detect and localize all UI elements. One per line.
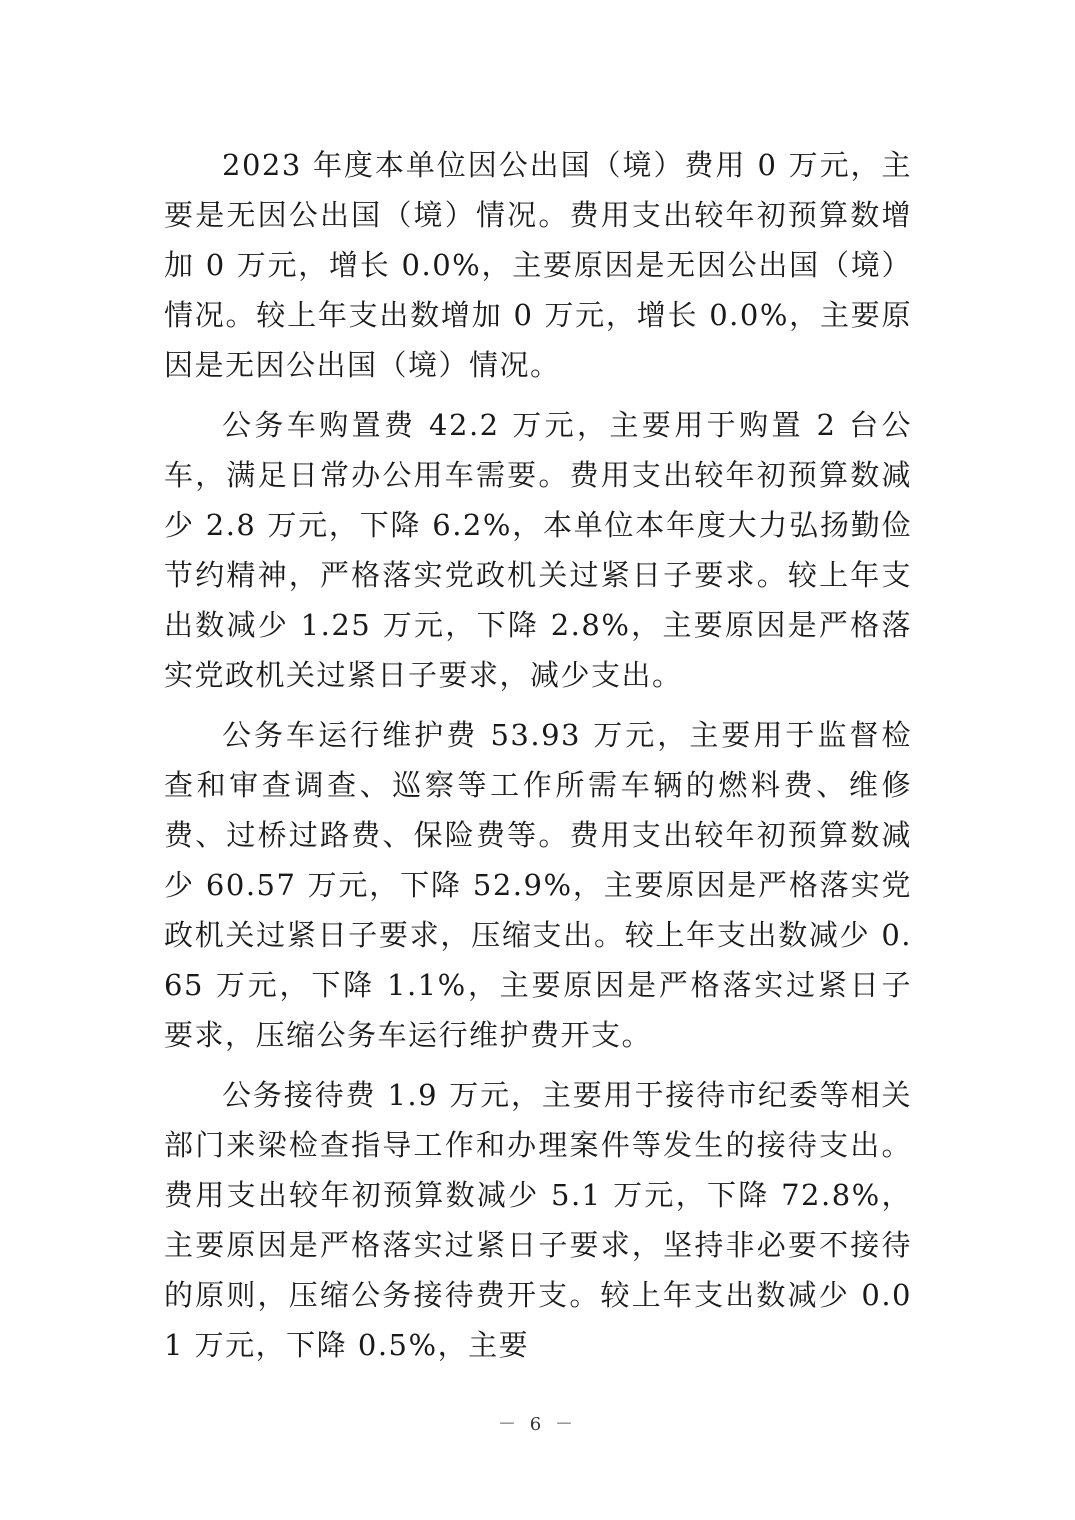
paragraph-vehicle-purchase: 公务车购置费 42.2 万元，主要用于购置 2 台公车，满足日常办公用车需要。费用支出较年初预算数减少 2.8 万元，下降 6.2%，本单位本年度大力弘扬勤俭节约精神，严格落实党政机关过紧日子要求。较上年支出数减少 1.25 万元，下降 2.8%，主要原因是严格落实党政机关过紧日子要求，减少支出。: [164, 408, 912, 692]
paragraph-vehicle-maintenance: 公务车运行维护费 53.93 万元，主要用于监督检查和审查调查、巡察等工作所需车辆的燃料费、维修费、过桥过路费、保险费等。费用支出较年初预算数减少 60.57 万元，下降 52.9%，主要原因是严格落实党政机关过紧日子要求，压缩支出。较上年支出数减少 0.65 万元，下降 1.1%，主要原因是严格落实过紧日子要求，压缩公务车运行维护费开支。: [164, 718, 912, 1052]
paragraph-overseas-travel: 2023 年度本单位因公出国（境）费用 0 万元，主要是无因公出国（境）情况。费用支出较年初预算数增加 0 万元，增长 0.0%，主要原因是无因公出国（境）情况。较上年支出数增加 0 万元，增长 0.0%，主要原因是无因公出国（境）情况。: [164, 148, 912, 382]
page-number: － 6 －: [498, 1414, 577, 1435]
paragraph-official-reception: 公务接待费 1.9 万元，主要用于接待市纪委等相关部门来梁检查指导工作和办理案件等发生的接待支出。费用支出较年初预算数减少 5.1 万元，下降 72.8%，主要原因是严格落实过紧日子要求，坚持非必要不接待的原则，压缩公务接待费开支。较上年支出数减少 0.01 万元，下降 0.5%，主要: [164, 1078, 912, 1362]
document-body: [164, 140, 912, 1380]
